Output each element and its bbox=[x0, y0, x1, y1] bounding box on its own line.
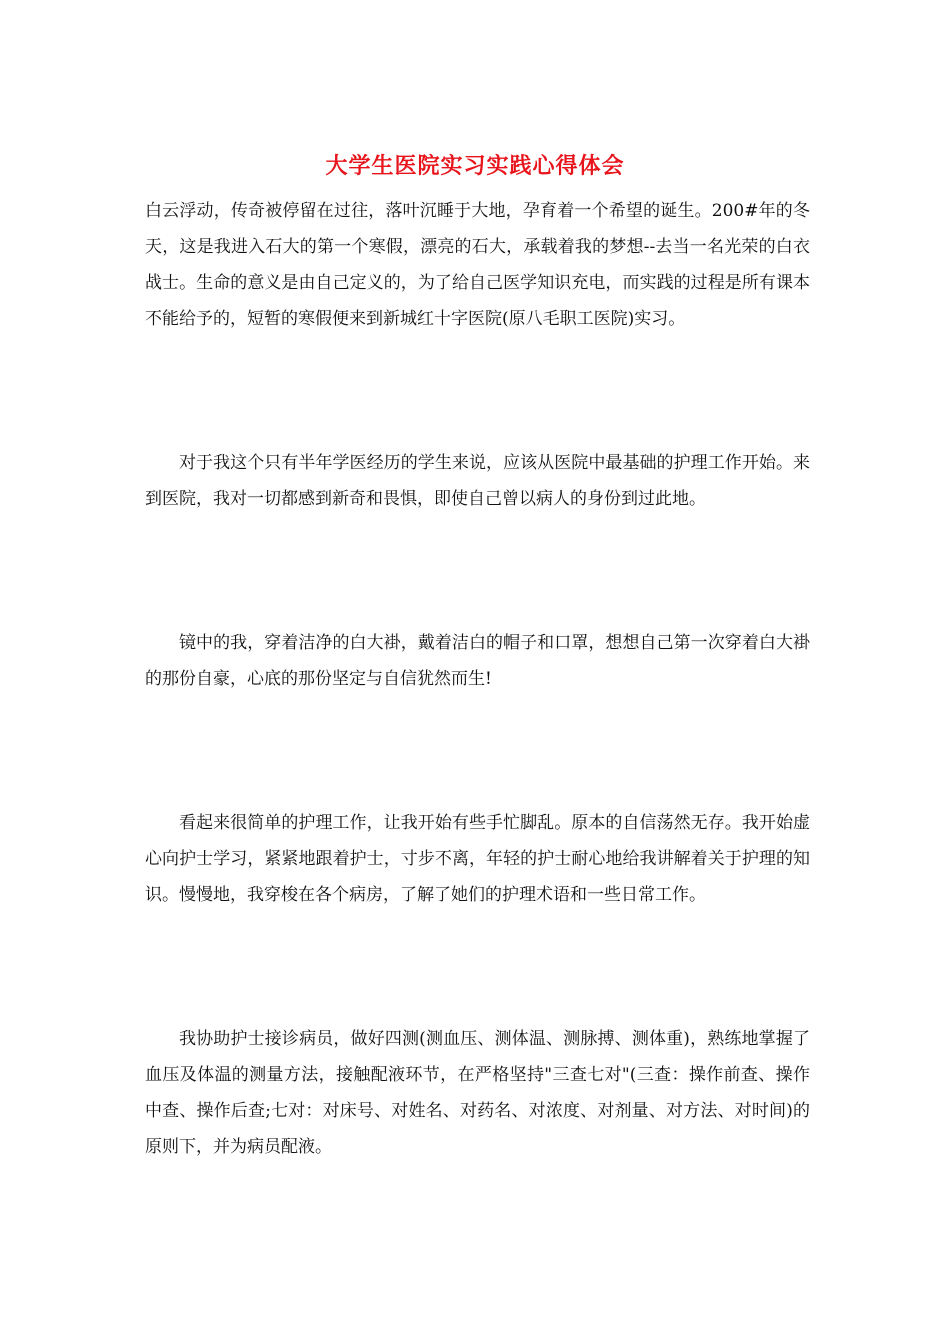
paragraph-1: 白云浮动，传奇被停留在过往，落叶沉睡于大地，孕育着一个希望的诞生。200#年的冬天，这是我进入石大的第一个寒假，漂亮的石大，承载着我的梦想--去当一名光荣的白衣战士。生命的意义是由自己定义的，为了给自己医学知识充电，而实践的过程是所有课本不能给予的，短暂的寒假便来到新城红十字医院(原八毛职工医院)实习。 bbox=[145, 201, 810, 329]
paragraph-spacer bbox=[145, 913, 810, 1021]
paragraph-3: 镜中的我，穿着洁净的白大褂，戴着洁白的帽子和口罩，想想自己第一次穿着白大褂的那份自豪，心底的那份坚定与自信犹然而生! bbox=[145, 633, 810, 689]
paragraph-spacer bbox=[145, 697, 810, 805]
document-body bbox=[145, 193, 810, 1165]
paragraph-5: 我协助护士接诊病员，做好四测(测血压、测体温、测脉搏、测体重)，熟练地掌握了血压及体温的测量方法，接触配液环节，在严格坚持"三查七对"(三查：操作前查、操作中查、操作后查;七对：对床号、对姓名、对药名、对浓度、对剂量、对方法、对时间)的原则下，并为病员配液。 bbox=[145, 1029, 810, 1157]
paragraph-4: 看起来很简单的护理工作，让我开始有些手忙脚乱。原本的自信荡然无存。我开始虚心向护士学习，紧紧地跟着护士，寸步不离，年轻的护士耐心地给我讲解着关于护理的知识。慢慢地，我穿梭在各个病房，了解了她们的护理术语和一些日常工作。 bbox=[145, 813, 810, 905]
paragraph-spacer bbox=[145, 337, 810, 445]
document-title: 大学生医院实习实践心得体会 bbox=[325, 153, 625, 179]
paragraph-2: 对于我这个只有半年学医经历的学生来说，应该从医院中最基础的护理工作开始。来到医院，我对一切都感到新奇和畏惧，即使自己曾以病人的身份到过此地。 bbox=[145, 453, 810, 509]
paragraph-spacer bbox=[145, 517, 810, 625]
